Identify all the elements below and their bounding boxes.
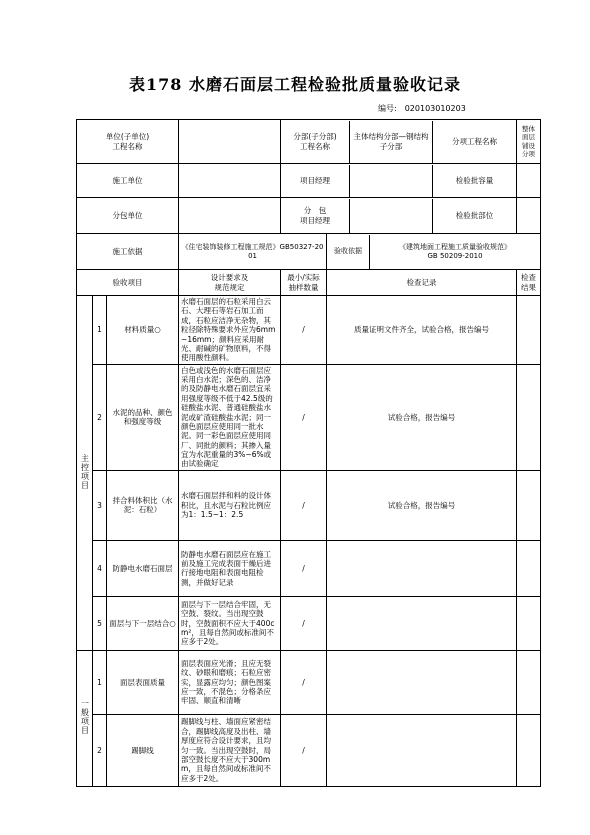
item-requirement: 水磨石面层的石粒采用白云石、大理石等岩石加工而成，石粒应洁净无杂物，其粒径除特殊要求外应为6mm~16mm；颜料应采用耐光、耐碱的矿物原料，不得使用酸性颜料。 <box>179 296 281 365</box>
item-sampling: / <box>281 470 327 540</box>
batch-location-label: 检验批部位 <box>455 210 494 220</box>
item-no: 5 <box>93 596 107 650</box>
item-record: 试验合格，报告编号 <box>327 364 517 470</box>
item-name: 面层与下一层结合○ <box>107 596 179 650</box>
sub-item-value: 整体面层铺设分项 <box>517 120 541 164</box>
item-record: 质量证明文件齐全，试验合格，报告编号 <box>327 296 517 365</box>
item-no: 2 <box>93 714 107 786</box>
construction-basis-label: 施工依据 <box>77 234 179 270</box>
item-requirement: 水磨石面层拌和料的设计体积比，且水泥与石粒比例应为1：1.5~1：2.5 <box>179 470 281 540</box>
batch-location-value[interactable] <box>517 198 541 234</box>
unit-project-value[interactable] <box>179 120 281 164</box>
item-result[interactable] <box>517 470 541 540</box>
item-result[interactable] <box>517 540 541 596</box>
column-result: 检查 结果 <box>517 270 541 296</box>
project-manager-label: 项目经理 <box>281 165 350 197</box>
item-result[interactable] <box>517 364 541 470</box>
item-record <box>327 650 517 714</box>
item-name: 防静电水磨石面层 <box>107 540 179 596</box>
record-code <box>370 103 466 114</box>
item-record <box>327 596 517 650</box>
item-result[interactable] <box>517 596 541 650</box>
page-title: 表178 水磨石面层工程检验批质量验收记录 <box>129 75 461 94</box>
acceptance-record-table <box>76 119 541 787</box>
item-requirement: 踢脚线与柱、墙面应紧密结合，踢脚线高度及出柱、墙厚度应符合设计要求，且均匀一致。当出现空鼓时，局部空鼓长度不应大于300mm，且每自然间或标准间不应多于2处。 <box>179 714 281 786</box>
general-group-label: 一般项目 <box>80 699 90 736</box>
item-name: 面层表面质量 <box>107 650 179 714</box>
subcontract-unit-value[interactable] <box>179 198 281 234</box>
item-record <box>327 540 517 596</box>
item-sampling: / <box>281 364 327 470</box>
item-name: 拌合料体积比（水泥：石粒） <box>107 470 179 540</box>
construction-basis-value: 《住宅装饰装修工程施工规范》GB50327-2001 <box>179 234 327 270</box>
table-row <box>77 296 541 365</box>
item-result[interactable] <box>517 296 541 365</box>
item-name: 水泥的品种、颜色和强度等级 <box>107 364 179 470</box>
item-name: 材料质量○ <box>107 296 179 365</box>
construction-unit-label: 施工单位 <box>77 164 179 198</box>
main-group-label: 主控项目 <box>80 453 90 490</box>
column-record: 检查记录 <box>327 270 517 296</box>
item-no: 1 <box>93 650 107 714</box>
table-row <box>77 650 541 714</box>
item-sampling: / <box>281 714 327 786</box>
subcontract-unit-label: 分包单位 <box>77 198 179 234</box>
division-value: 主体结构分部—钢结构子分部 <box>350 121 433 163</box>
item-requirement: 面层与下一层结合牢固，无空鼓、裂纹。当出现空鼓时，空鼓面积不应大于400cm²，且每自然间或标准间不应多于2处。 <box>179 596 281 650</box>
column-sampling: 最小/实际 抽样数量 <box>281 270 327 296</box>
batch-capacity-label: 检验批容量 <box>455 175 494 185</box>
item-sampling: / <box>281 596 327 650</box>
column-item: 验收项目 <box>77 270 179 296</box>
construction-unit-value[interactable] <box>179 164 281 198</box>
item-sampling: / <box>281 540 327 596</box>
item-requirement: 白色或浅色的水磨石面层应采用白水泥；深色的、洁净的及防静电水磨石面层宜采用强度等级不低于42.5级的硅酸盐水泥、普通硅酸盐水泥或矿渣硅酸盐水泥；同一颜色面层应使用同一批水泥。同一彩色面层应使用同厂、同批的颜料；其掺入量宜为水泥重量的3%~6%或由试验确定 <box>179 364 281 470</box>
item-no: 4 <box>93 540 107 596</box>
item-no: 3 <box>93 470 107 540</box>
sub-item-label: 分项工程名称 <box>452 136 498 146</box>
table-row <box>77 596 541 650</box>
item-requirement: 面层表面应光滑；且应无裂纹、砂眼和磨痕；石粒应密实，显露应均匀；颜色图案应一致，不混色；分格条应牢固、顺直和清晰 <box>179 650 281 714</box>
project-manager-value[interactable] <box>350 165 433 197</box>
acceptance-basis-value: 《建筑地面工程施工质量验收规范》 GB 50209-2010 <box>399 242 512 260</box>
table-row <box>77 714 541 786</box>
code-label: 编号: <box>378 104 397 113</box>
item-record <box>327 714 517 786</box>
unit-project-label: 单位(子单位) 工程名称 <box>77 120 179 164</box>
item-name: 踢脚线 <box>107 714 179 786</box>
item-no: 2 <box>93 364 107 470</box>
code-value: 020103010203 <box>404 104 466 113</box>
item-sampling: / <box>281 296 327 365</box>
item-result[interactable] <box>517 650 541 714</box>
acceptance-basis-label: 验收依据 <box>327 235 370 269</box>
sub-manager-value[interactable] <box>350 199 433 233</box>
table-row <box>77 364 541 470</box>
column-requirement: 设计要求及 规范规定 <box>179 270 281 296</box>
sub-manager-label: 分 包 项目经理 <box>281 199 350 233</box>
division-label: 分部(子分部) 工程名称 <box>281 121 350 163</box>
item-record: 试验合格，报告编号 <box>327 470 517 540</box>
item-no: 1 <box>93 296 107 365</box>
item-requirement: 防静电水磨石面层应在施工前及施工完成表面干燥后进行接地电阻和表面电阻检测，并做好记录 <box>179 540 281 596</box>
table-row <box>77 470 541 540</box>
batch-capacity-value[interactable] <box>517 164 541 198</box>
table-row <box>77 540 541 596</box>
item-sampling: / <box>281 650 327 714</box>
item-result[interactable] <box>517 714 541 786</box>
